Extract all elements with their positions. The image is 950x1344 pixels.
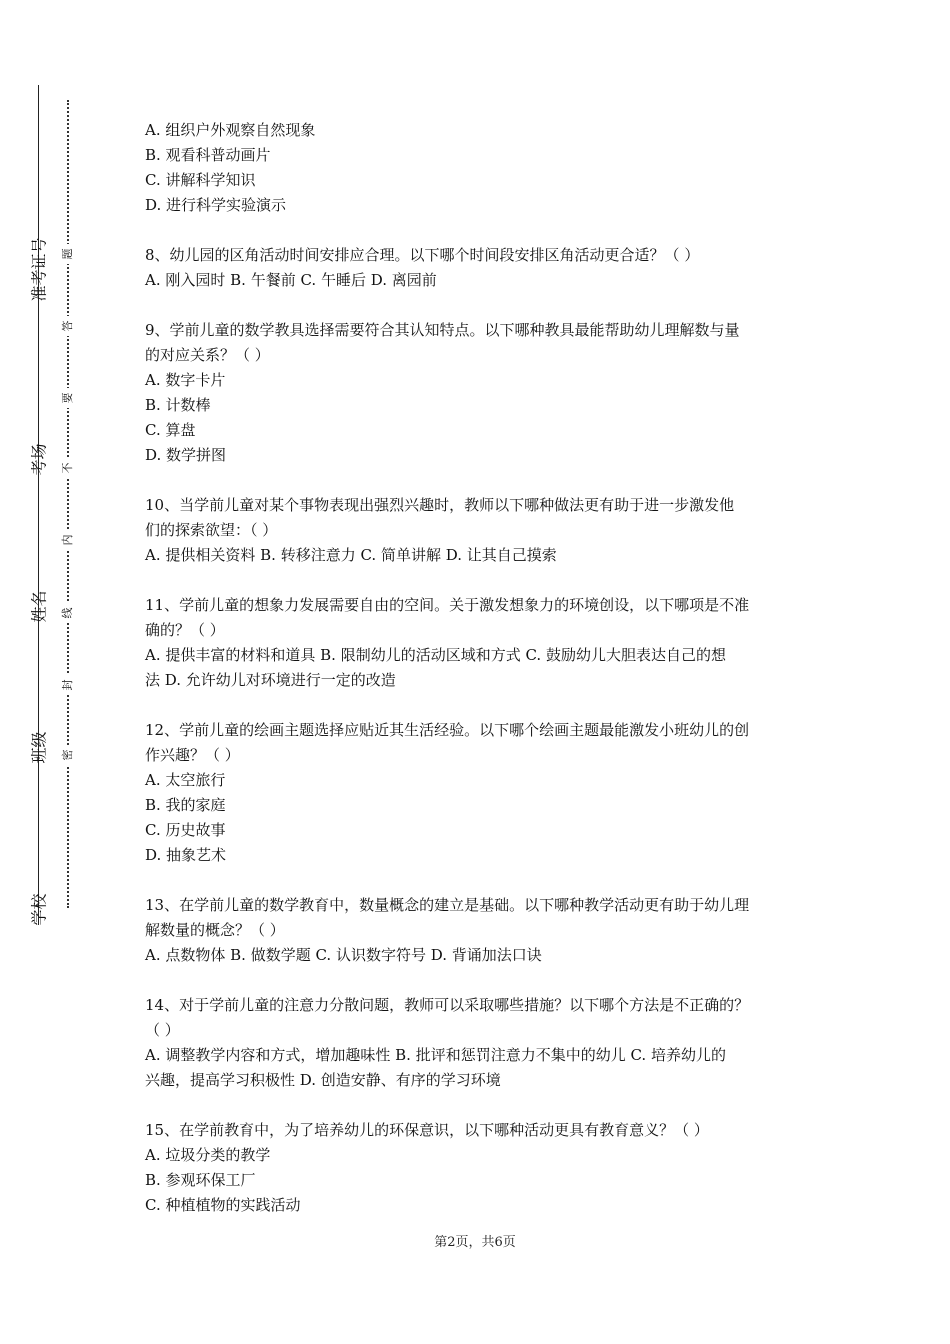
- question-stem: 8、幼儿园的区角活动时间安排应合理。以下哪个时间段安排区角活动更合适？（ ）: [145, 246, 700, 264]
- binding-margin: [0, 0, 110, 1344]
- question-stem: 10、当学前儿童对某个事物表现出强烈兴趣时，教师以下哪种做法更有助于进一步激发他: [145, 496, 735, 514]
- class-label: 班级: [29, 731, 49, 764]
- option-line: A. 组织户外观察自然现象: [145, 121, 316, 139]
- seal-char-yao: 要: [58, 388, 78, 408]
- seal-char-mi: 密: [58, 745, 78, 765]
- exam-room-label: 考场: [29, 443, 49, 476]
- question-stem: 的对应关系？（ ）: [145, 346, 270, 364]
- option-line: D. 抽象艺术: [145, 846, 227, 864]
- question-stem: 作兴趣？（ ）: [145, 746, 240, 764]
- option-line: A. 数字卡片: [145, 371, 226, 389]
- exam-number-label: 准考证号: [29, 237, 49, 302]
- question-stem: 12、学前儿童的绘画主题选择应贴近其生活经验。以下哪个绘画主题最能激发小班幼儿的创: [145, 721, 750, 739]
- seal-char-bu: 不: [58, 458, 78, 478]
- question-stem: 15、在学前教育中，为了培养幼儿的环保意识，以下哪种活动更具有教育意义？（ ）: [145, 1121, 709, 1139]
- question-stem: 解数量的概念？（ ）: [145, 921, 285, 939]
- option-line: A. 提供丰富的材料和道具 B. 限制幼儿的活动区域和方式 C. 鼓励幼儿大胆表达自己的想: [145, 646, 726, 664]
- question-content: [145, 118, 810, 1218]
- question-12: [145, 718, 810, 868]
- question-stem: 11、学前儿童的想象力发展需要自由的空间。关于激发想象力的环境创设，以下哪项是不准: [145, 596, 750, 614]
- question-14: [145, 993, 810, 1093]
- option-line: B. 我的家庭: [145, 796, 226, 814]
- option-line: B. 计数棒: [145, 396, 211, 414]
- q7-options: [145, 118, 810, 218]
- option-line: A. 垃圾分类的教学: [145, 1146, 271, 1164]
- seal-char-feng: 封: [58, 675, 78, 695]
- question-9: [145, 318, 810, 468]
- seal-char-ti: 题: [58, 244, 78, 264]
- option-line: C. 算盘: [145, 421, 196, 439]
- binding-solid-line: [38, 85, 39, 925]
- name-label: 姓名: [29, 590, 49, 623]
- option-line: C. 历史故事: [145, 821, 226, 839]
- question-stem: 9、学前儿童的数学教具选择需要符合其认知特点。以下哪种教具最能帮助幼儿理解数与量: [145, 321, 740, 339]
- seal-char-xian: 线: [58, 603, 78, 623]
- option-line: A. 提供相关资料 B. 转移注意力 C. 简单讲解 D. 让其自己摸索: [145, 546, 557, 564]
- question-13: [145, 893, 810, 968]
- option-line: D. 数学拼图: [145, 446, 227, 464]
- option-line: A. 点数物体 B. 做数学题 C. 认识数字符号 D. 背诵加法口诀: [145, 946, 542, 964]
- option-line: A. 刚入园时 B. 午餐前 C. 午睡后 D. 离园前: [145, 271, 437, 289]
- question-stem: 确的？（ ）: [145, 621, 225, 639]
- page-number: 第2页，共6页: [434, 1235, 516, 1250]
- option-line: B. 参观环保工厂: [145, 1171, 256, 1189]
- question-stem: 14、对于学前儿童的注意力分散问题，教师可以采取哪些措施？以下哪个方法是不正确的？: [145, 996, 750, 1014]
- question-15: [145, 1118, 810, 1218]
- school-label: 学校: [29, 893, 49, 926]
- option-line: C. 种植植物的实践活动: [145, 1196, 301, 1214]
- question-8: [145, 243, 810, 293]
- seal-dotted-line: [67, 100, 69, 908]
- question-stem: 13、在学前儿童的数学教育中，数量概念的建立是基础。以下哪种教学活动更有助于幼儿理: [145, 896, 750, 914]
- option-line: A. 太空旅行: [145, 771, 226, 789]
- question-stem: （ ）: [145, 1021, 180, 1039]
- option-line: B. 观看科普动画片: [145, 146, 271, 164]
- option-line: 兴趣，提高学习积极性 D. 创造安静、有序的学习环境: [145, 1071, 501, 1089]
- question-stem: 们的探索欲望：（ ）: [145, 521, 278, 539]
- seal-char-nei: 内: [58, 530, 78, 550]
- option-line: 法 D. 允许幼儿对环境进行一定的改造: [145, 671, 396, 689]
- option-line: C. 讲解科学知识: [145, 171, 256, 189]
- option-line: D. 进行科学实验演示: [145, 196, 287, 214]
- question-10: [145, 493, 810, 568]
- question-11: [145, 593, 810, 693]
- option-line: A. 调整教学内容和方式，增加趣味性 B. 批评和惩罚注意力不集中的幼儿 C. 培养幼儿的: [145, 1046, 726, 1064]
- seal-char-da: 答: [58, 316, 78, 336]
